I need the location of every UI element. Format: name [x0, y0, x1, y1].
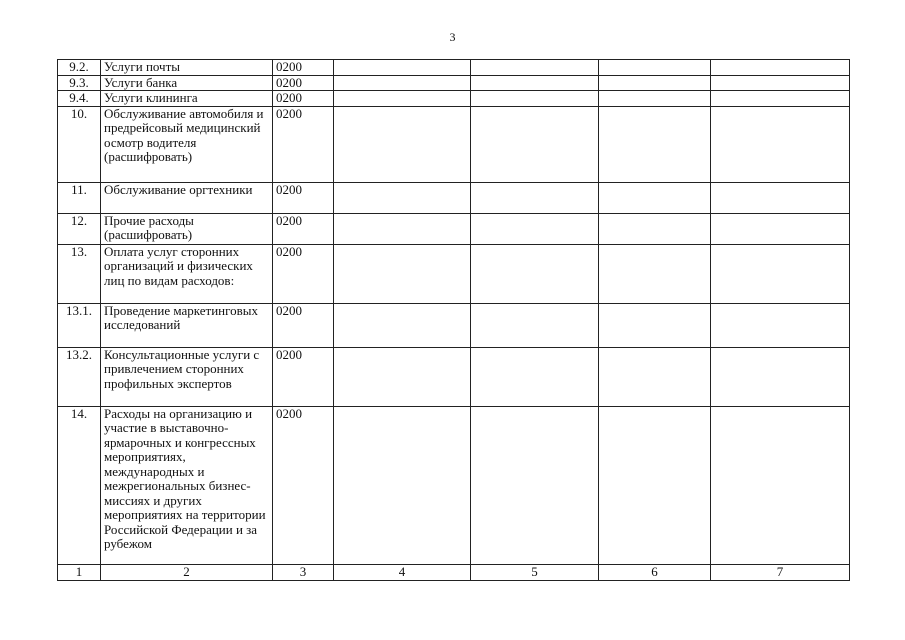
empty-cell [711, 303, 850, 347]
empty-cell [599, 303, 711, 347]
table-row [58, 106, 850, 182]
empty-cell [471, 106, 599, 182]
empty-cell [334, 244, 471, 303]
column-number: 6 [599, 564, 711, 580]
empty-cell [471, 347, 599, 406]
table-row [58, 182, 850, 213]
empty-cell [471, 91, 599, 107]
row-name: Обслуживание автомобиля и предрейсовый медицинский осмотр водителя (расшифровать) [101, 106, 273, 182]
empty-cell [471, 406, 599, 564]
row-code: 0200 [273, 182, 334, 213]
row-number: 13.2. [58, 347, 101, 406]
empty-cell [334, 347, 471, 406]
row-name: Услуги почты [101, 60, 273, 76]
row-number: 13.1. [58, 303, 101, 347]
empty-cell [334, 60, 471, 76]
empty-cell [471, 244, 599, 303]
table-row [58, 91, 850, 107]
row-name: Расходы на организацию и участие в выставочно-ярмарочных и конгрессных мероприятиях, международных и межрегиональных бизнес-миссиях и других мероприятиях на территории Российской Федерации и за рубежом [101, 406, 273, 564]
empty-cell [711, 406, 850, 564]
column-number: 5 [471, 564, 599, 580]
row-code: 0200 [273, 406, 334, 564]
empty-cell [711, 213, 850, 244]
row-code: 0200 [273, 244, 334, 303]
row-code: 0200 [273, 60, 334, 76]
empty-cell [471, 182, 599, 213]
table-row [58, 347, 850, 406]
row-name: Консультационные услуги с привлечением сторонних профильных экспертов [101, 347, 273, 406]
empty-cell [711, 91, 850, 107]
column-number: 2 [101, 564, 273, 580]
row-number: 9.3. [58, 75, 101, 91]
empty-cell [334, 303, 471, 347]
row-name: Проведение маркетинговых исследований [101, 303, 273, 347]
table-row [58, 406, 850, 564]
row-number: 13. [58, 244, 101, 303]
row-code: 0200 [273, 303, 334, 347]
empty-cell [711, 347, 850, 406]
row-code: 0200 [273, 213, 334, 244]
empty-cell [711, 60, 850, 76]
empty-cell [599, 60, 711, 76]
row-number: 11. [58, 182, 101, 213]
empty-cell [334, 406, 471, 564]
empty-cell [711, 106, 850, 182]
empty-cell [711, 244, 850, 303]
empty-cell [599, 75, 711, 91]
empty-cell [471, 303, 599, 347]
column-numbers-row [58, 564, 850, 580]
empty-cell [599, 106, 711, 182]
column-number: 1 [58, 564, 101, 580]
empty-cell [334, 182, 471, 213]
row-code: 0200 [273, 347, 334, 406]
empty-cell [471, 213, 599, 244]
row-number: 9.4. [58, 91, 101, 107]
table-row [58, 303, 850, 347]
empty-cell [711, 182, 850, 213]
table-row [58, 60, 850, 76]
column-number: 7 [711, 564, 850, 580]
empty-cell [599, 347, 711, 406]
row-number: 12. [58, 213, 101, 244]
row-name: Прочие расходы (расшифровать) [101, 213, 273, 244]
table-row [58, 75, 850, 91]
empty-cell [334, 75, 471, 91]
empty-cell [599, 213, 711, 244]
empty-cell [599, 244, 711, 303]
page-number: 3 [449, 30, 456, 44]
table-row [58, 213, 850, 244]
empty-cell [471, 75, 599, 91]
expense-table [57, 59, 850, 581]
row-code: 0200 [273, 91, 334, 107]
empty-cell [599, 91, 711, 107]
table-row [58, 244, 850, 303]
empty-cell [599, 406, 711, 564]
row-code: 0200 [273, 75, 334, 91]
row-name: Услуги банка [101, 75, 273, 91]
row-number: 10. [58, 106, 101, 182]
row-name: Услуги клининга [101, 91, 273, 107]
empty-cell [334, 91, 471, 107]
row-number: 14. [58, 406, 101, 564]
empty-cell [471, 60, 599, 76]
empty-cell [334, 213, 471, 244]
empty-cell [711, 75, 850, 91]
row-code: 0200 [273, 106, 334, 182]
empty-cell [334, 106, 471, 182]
column-number: 3 [273, 564, 334, 580]
column-number: 4 [334, 564, 471, 580]
row-number: 9.2. [58, 60, 101, 76]
row-name: Оплата услуг сторонних организаций и физических лиц по видам расходов: [101, 244, 273, 303]
empty-cell [599, 182, 711, 213]
row-name: Обслуживание оргтехники [101, 182, 273, 213]
